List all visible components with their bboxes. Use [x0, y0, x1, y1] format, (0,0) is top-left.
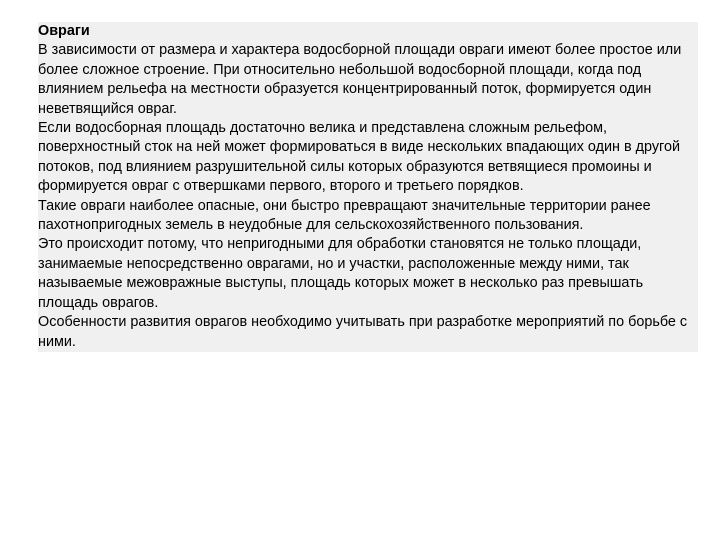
paragraph-2: Если водосборная площадь достаточно велика и представлена сложным рельефом, поверхностный сток на ней может формироваться в виде нескольких впадающих один в другой потоков, под влиянием разрушительной силы которых образуются ветвящиеся промоины и формируется овраг с отвершками первого, второго и третьего порядков. — [38, 120, 681, 195]
paragraph-3: Такие овраги наиболее опасные, они быстро превращают значительные территории ранее пахотнопригодных земель в неудобные для сельскохозяйственного пользования. — [38, 197, 651, 234]
document-title: Овраги — [38, 23, 90, 39]
paragraph-1: В зависимости от размера и характера водосборной площади овраги имеют более простое или более сложное строение. При относительно небольшой водосборной площади, когда под влиянием рельефа на местности образуется концентрированный поток, формируется один неветвящийся овраг. — [38, 42, 682, 117]
paragraph-4: Это происходит потому, что непригодными для обработки становятся не только площади, занимаемые непосредственно оврагами, но и участки, расположенные между ними, так называемые межовражные выступы, площадь которых может в несколько раз превышать площадь оврагов. — [38, 236, 644, 311]
paragraph-5: Особенности развития оврагов необходимо учитывать при разработке мероприятий по борьбе с ними. — [38, 314, 688, 350]
text-block — [38, 22, 698, 352]
